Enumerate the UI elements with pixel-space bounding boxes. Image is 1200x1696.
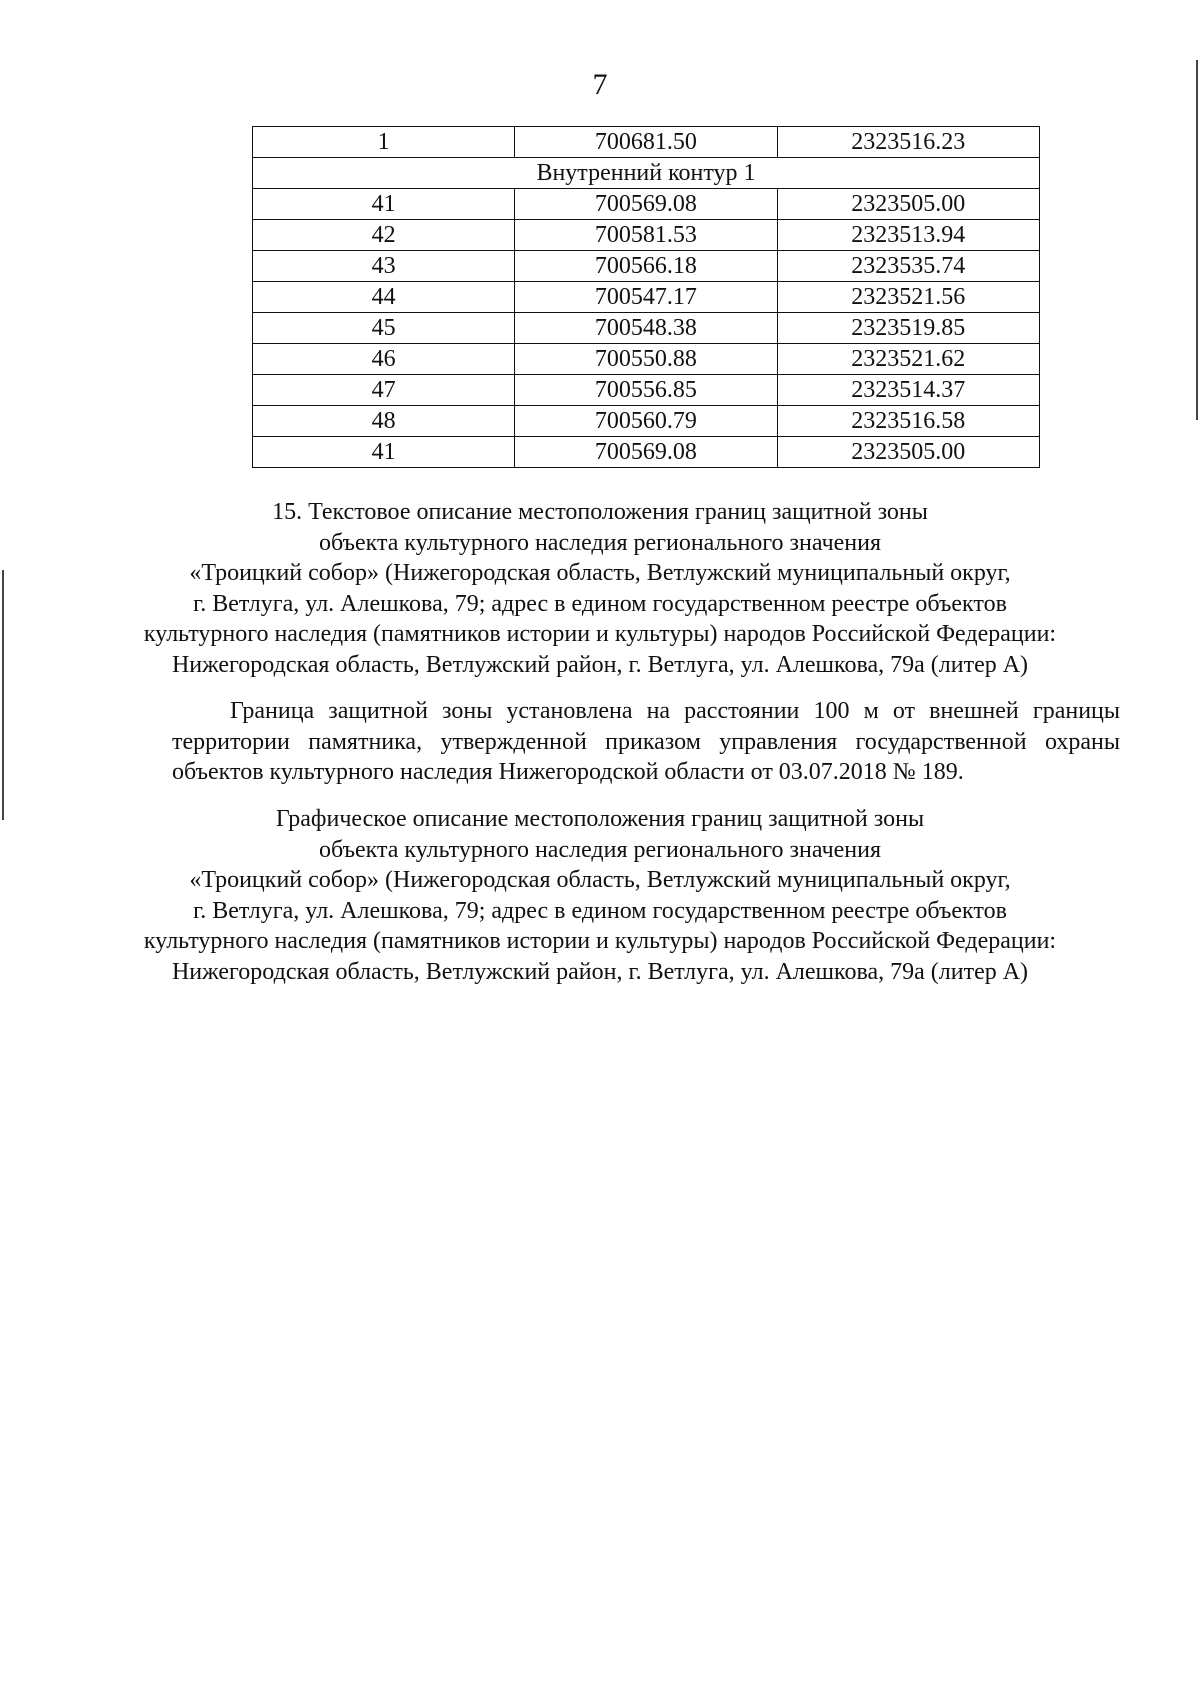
text-line: объекта культурного наследия регионального значения xyxy=(318,529,882,556)
point-number: 43 xyxy=(253,251,515,282)
table-row xyxy=(253,220,1040,251)
x-coordinate: 700566.18 xyxy=(515,251,777,282)
text-line: 15. Текстовое описание местоположения границ защитной зоны xyxy=(272,499,928,525)
text-line: культурного наследия (памятников истории и культуры) народов Российской Федерации: xyxy=(143,621,1057,647)
table-row xyxy=(253,189,1040,220)
page-number: 7 xyxy=(592,68,608,101)
text-line: культурного наследия (памятников истории и культуры) народов Российской Федерации: xyxy=(143,928,1057,954)
x-coordinate: 700547.17 xyxy=(515,282,777,313)
x-coordinate: 700550.88 xyxy=(515,344,777,375)
graphic-description-heading xyxy=(140,804,1060,987)
point-number: 44 xyxy=(253,282,515,313)
point-number: 45 xyxy=(253,313,515,344)
coordinates-table xyxy=(252,126,1040,468)
table-row xyxy=(253,251,1040,282)
table-row xyxy=(253,282,1040,313)
x-coordinate: 700560.79 xyxy=(515,406,777,437)
point-number: 42 xyxy=(253,220,515,251)
scan-edge-mark xyxy=(1196,60,1198,420)
table-row xyxy=(253,127,1040,158)
text-line: Нижегородская область, Ветлужский район, г. Ветлуга, ул. Алешкова, 79а (литер А) xyxy=(171,651,1029,678)
section-15-heading xyxy=(140,497,1060,680)
x-coordinate: 700569.08 xyxy=(515,189,777,220)
boundary-paragraph xyxy=(172,696,1120,788)
table-row xyxy=(253,313,1040,344)
x-coordinate: 700569.08 xyxy=(515,437,777,468)
scan-edge-mark xyxy=(2,570,4,820)
text-line: «Троицкий собор» (Нижегородская область, Ветлужский муниципальный округ, xyxy=(189,560,1011,586)
text-line: Графическое описание местоположения границ защитной зоны xyxy=(275,806,925,832)
y-coordinate: 2323535.74 xyxy=(777,251,1039,282)
text-line: объектов культурного наследия Нижегородской области от 03.07.2018 № 189. xyxy=(172,759,964,785)
y-coordinate: 2323516.58 xyxy=(777,406,1039,437)
text-line: Граница защитной зоны установлена на расстоянии 100 м от внешней границы xyxy=(230,698,1120,724)
y-coordinate: 2323519.85 xyxy=(777,313,1039,344)
text-line: Нижегородская область, Ветлужский район, г. Ветлуга, ул. Алешкова, 79а (литер А) xyxy=(171,958,1029,985)
y-coordinate: 2323521.56 xyxy=(777,282,1039,313)
x-coordinate: 700548.38 xyxy=(515,313,777,344)
section-label: Внутренний контур 1 xyxy=(253,158,1040,189)
y-coordinate: 2323521.62 xyxy=(777,344,1039,375)
point-number: 46 xyxy=(253,344,515,375)
point-number: 47 xyxy=(253,375,515,406)
x-coordinate: 700581.53 xyxy=(515,220,777,251)
point-number: 41 xyxy=(253,189,515,220)
x-coordinate: 700556.85 xyxy=(515,375,777,406)
point-number: 41 xyxy=(253,437,515,468)
text-line: г. Ветлуга, ул. Алешкова, 79; адрес в едином государственном реестре объектов xyxy=(193,897,1007,924)
text-line: г. Ветлуга, ул. Алешкова, 79; адрес в едином государственном реестре объектов xyxy=(193,590,1007,617)
table-row xyxy=(253,344,1040,375)
y-coordinate: 2323516.23 xyxy=(777,127,1039,158)
table-row xyxy=(253,406,1040,437)
text-line: объекта культурного наследия регионального значения xyxy=(318,836,882,863)
table-row xyxy=(253,375,1040,406)
point-number: 48 xyxy=(253,406,515,437)
table-row xyxy=(253,437,1040,468)
text-line: «Троицкий собор» (Нижегородская область, Ветлужский муниципальный округ, xyxy=(189,867,1011,893)
x-coordinate: 700681.50 xyxy=(515,127,777,158)
y-coordinate: 2323513.94 xyxy=(777,220,1039,251)
y-coordinate: 2323505.00 xyxy=(777,189,1039,220)
table-section-row xyxy=(253,158,1040,189)
y-coordinate: 2323505.00 xyxy=(777,437,1039,468)
y-coordinate: 2323514.37 xyxy=(777,375,1039,406)
point-number: 1 xyxy=(253,127,515,158)
text-line: территории памятника, утвержденной приказом управления государственной охраны xyxy=(172,728,1120,755)
